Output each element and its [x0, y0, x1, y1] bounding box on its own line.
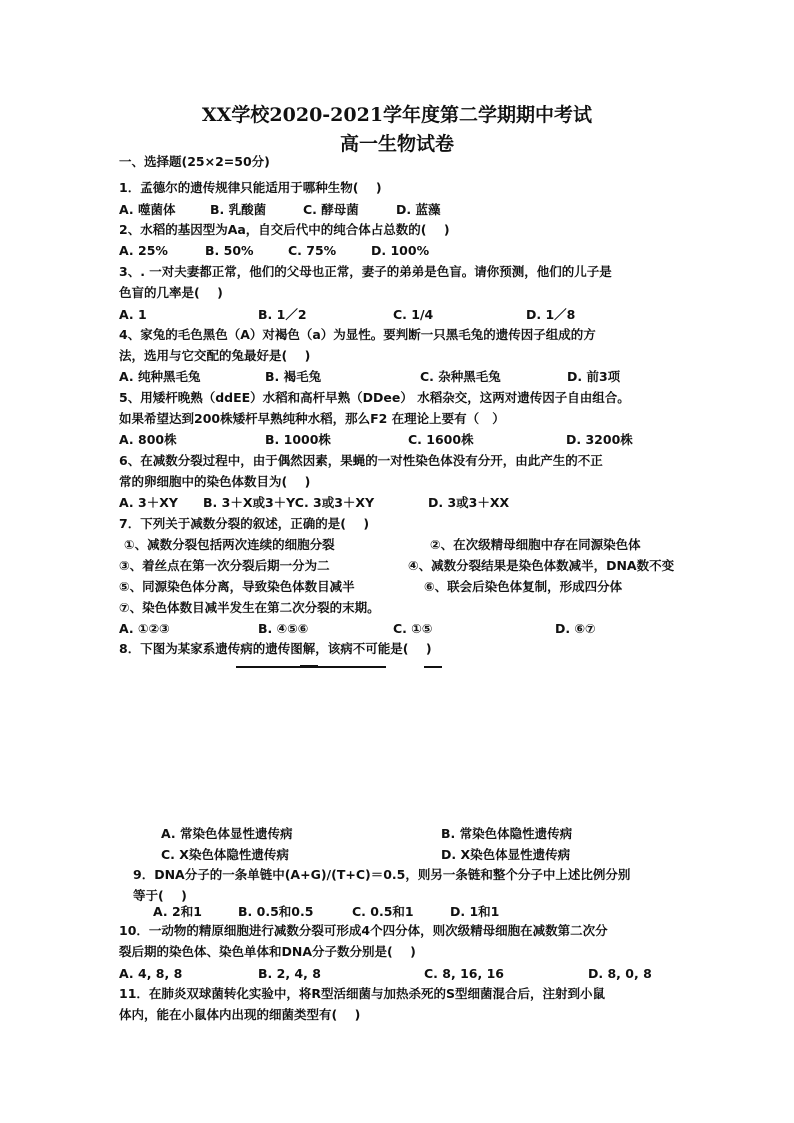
question-8-stem: 8．下图为某家系遗传病的遗传图解，该病不可能是( ) — [119, 641, 432, 656]
exam-subtitle: 高一生物试卷 — [339, 133, 454, 155]
q3-option-d: D. 1／8 — [526, 307, 576, 322]
q7-statement-5: ⑤、同源染色体分离，导致染色体数目减半 — [119, 579, 355, 594]
q9-option-a: A. 2和1 — [153, 904, 202, 919]
question-5-stem-line1: 5、用矮杆晚熟（ddEE）水稻和高杆早熟（DDee） 水稻杂交，这两对遗传因子自由组合。 — [119, 390, 630, 405]
question-10-stem-line1: 10．一动物的精原细胞进行减数分裂可形成4个四分体，则次级精母细胞在减数第二次分 — [119, 923, 608, 938]
q3-option-a: A. 1 — [119, 307, 147, 322]
q2-option-d: D. 100% — [371, 243, 430, 258]
q10-option-d: D. 8, 0, 8 — [588, 966, 652, 981]
q2-option-b: B. 50% — [205, 243, 254, 258]
q9-option-b: B. 0.5和0.5 — [238, 904, 314, 919]
q7-option-a: A. ①②③ — [119, 621, 170, 636]
q7-option-b: B. ④⑤⑥ — [258, 621, 309, 636]
q10-option-b: B. 2, 4, 8 — [258, 966, 321, 981]
q4-option-c: C. 杂种黑毛兔 — [420, 369, 501, 384]
q1-option-b: B. 乳酸菌 — [210, 202, 267, 217]
pedigree-line-3 — [424, 666, 442, 668]
question-6-stem-line1: 6、在减数分裂过程中，由于偶然因素，果蝇的一对性染色体没有分开，由此产生的不正 — [119, 453, 603, 468]
question-2-stem: 2、水稻的基因型为Aa，自交后代中的纯合体占总数的( ) — [119, 222, 450, 237]
q6-option-bc: B. 3＋X或3＋YC. 3或3＋XY — [203, 495, 375, 510]
question-7-stem: 7．下列关于减数分裂的叙述，正确的是( ) — [119, 516, 370, 531]
q7-statement-7: ⑦、染色体数目减半发生在第二次分裂的末期。 — [119, 600, 380, 615]
q4-option-d: D. 前3项 — [567, 369, 621, 384]
q10-option-a: A. 4, 8, 8 — [119, 966, 183, 981]
q8-option-d: D. X染色体显性遗传病 — [441, 847, 571, 862]
q9-option-d: D. 1和1 — [450, 904, 500, 919]
q7-statement-2: ②、在次级精母细胞中存在同源染色体 — [430, 537, 641, 552]
question-9-stem-line2: 等于( ) — [133, 888, 187, 903]
q2-option-c: C. 75% — [288, 243, 337, 258]
question-4-stem-line1: 4、家兔的毛色黑色（A）对褐色（a）为显性。要判断一只黑毛兔的遗传因子组成的方 — [119, 327, 596, 342]
q7-option-d: D. ⑥⑦ — [555, 621, 596, 636]
q8-option-b: B. 常染色体隐性遗传病 — [441, 826, 573, 841]
question-10-stem-line2: 裂后期的染色体、染色单体和DNA分子数分别是( ) — [119, 944, 416, 959]
q7-statement-3: ③、着丝点在第一次分裂后期一分为二 — [119, 558, 330, 573]
q3-option-b: B. 1／2 — [258, 307, 307, 322]
q6-option-d: D. 3或3＋XX — [428, 495, 510, 510]
q5-option-a: A. 800株 — [119, 432, 177, 447]
q1-option-c: C. 酵母菌 — [303, 202, 359, 217]
q3-option-c: C. 1/4 — [393, 307, 434, 322]
question-5-stem-line2: 如果希望达到200株矮杆早熟纯种水稻，那么F2 在理论上要有（ ） — [119, 411, 505, 426]
q7-statement-1: ①、减数分裂包括两次连续的细胞分裂 — [124, 537, 335, 552]
question-3-stem-line1: 3、. 一对夫妻都正常，他们的父母也正常，妻子的弟弟是色盲。请你预测，他们的儿子是 — [119, 264, 612, 279]
section-heading: 一、选择题(25×2=50分) — [119, 154, 270, 169]
q10-option-c: C. 8, 16, 16 — [424, 966, 504, 981]
q4-option-b: B. 褐毛兔 — [265, 369, 322, 384]
exam-title: XX学校2020-2021学年度第二学期期中考试 — [201, 104, 593, 126]
q6-option-a: A. 3＋XY — [119, 495, 178, 510]
q2-option-a: A. 25% — [119, 243, 168, 258]
q9-option-c: C. 0.5和1 — [352, 904, 414, 919]
question-1-stem: 1．孟德尔的遗传规律只能适用于哪种生物( ) — [119, 180, 382, 195]
question-11-stem-line1: 11．在肺炎双球菌转化实验中，将R型活细菌与加热杀死的S型细菌混合后，注射到小鼠 — [119, 986, 606, 1001]
q1-option-d: D. 蓝藻 — [396, 202, 441, 217]
q5-option-b: B. 1000株 — [265, 432, 331, 447]
question-11-stem-line2: 体内，能在小鼠体内出现的细菌类型有( ) — [119, 1007, 361, 1022]
q4-option-a: A. 纯种黑毛兔 — [119, 369, 201, 384]
question-3-stem-line2: 色盲的几率是( ) — [119, 285, 223, 300]
q7-statement-4: ④、减数分裂结果是染色体数减半，DNA数不变 — [408, 558, 675, 573]
q8-option-c: C. X染色体隐性遗传病 — [161, 847, 289, 862]
q1-option-a: A. 噬菌体 — [119, 202, 176, 217]
question-4-stem-line2: 法，选用与它交配的兔最好是( ) — [119, 348, 311, 363]
question-9-stem-line1: 9．DNA分子的一条单链中(A+G)/(T+C)＝0.5，则另一条链和整个分子中上述比例分别 — [133, 867, 631, 882]
q7-option-c: C. ①⑤ — [393, 621, 433, 636]
q7-statement-6: ⑥、联会后染色体复制，形成四分体 — [424, 579, 623, 594]
q5-option-d: D. 3200株 — [566, 432, 633, 447]
q8-option-a: A. 常染色体显性遗传病 — [161, 826, 293, 841]
question-6-stem-line2: 常的卵细胞中的染色体数目为( ) — [119, 474, 311, 489]
q5-option-c: C. 1600株 — [408, 432, 474, 447]
pedigree-line-2 — [300, 665, 318, 668]
